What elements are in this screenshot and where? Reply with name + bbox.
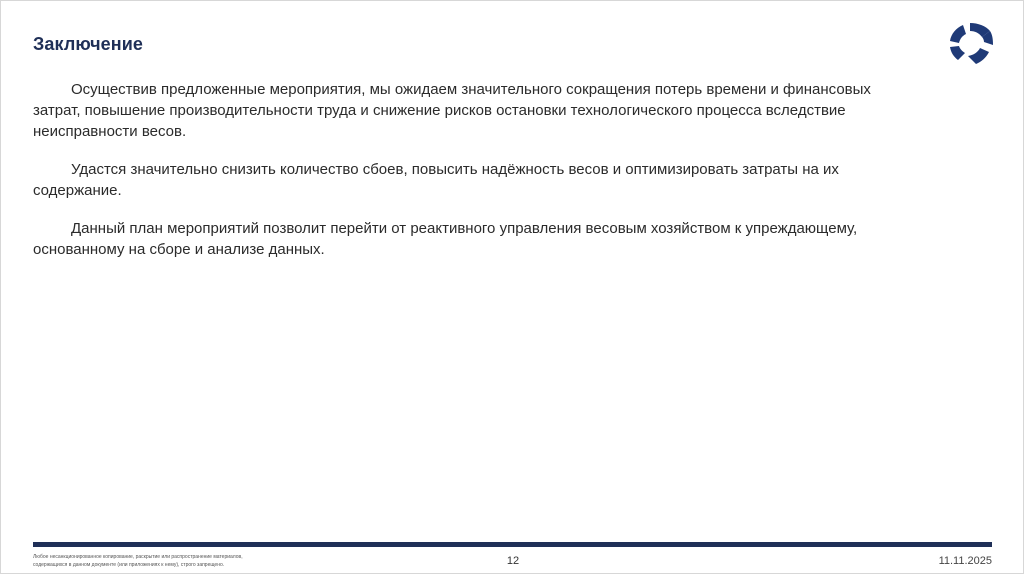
footer-divider-bar [33, 542, 992, 547]
slide-title: Заключение [33, 34, 144, 54]
conclusion-paragraph-2: Удастся значительно снизить количество сбоев, повысить надёжность весов и оптимизировать затраты на их содержание. [33, 161, 839, 199]
company-logo-icon [946, 20, 996, 70]
slide-body [33, 79, 913, 260]
page-number: 12 [506, 555, 520, 567]
conclusion-paragraph-1: Осуществив предложенные мероприятия, мы ожидаем значительного сокращения потерь времени и финансовых затрат, повышение производительности труда и снижение рисков остановки технологического процесса вследствие неисправности весов. [33, 81, 871, 140]
footer-date: 11.11.2025 [938, 555, 992, 567]
footer-disclaimer: Любое несанкционированное копирование, раскрытие или распространение материалов, содержащихся в данном документе (или приложениях к нему), строго запрещено. [33, 554, 243, 568]
conclusion-paragraph-3: Данный план мероприятий позволит перейти от реактивного управления весовым хозяйством к упреждающему, основанному на сборе и анализе данных. [33, 220, 858, 258]
